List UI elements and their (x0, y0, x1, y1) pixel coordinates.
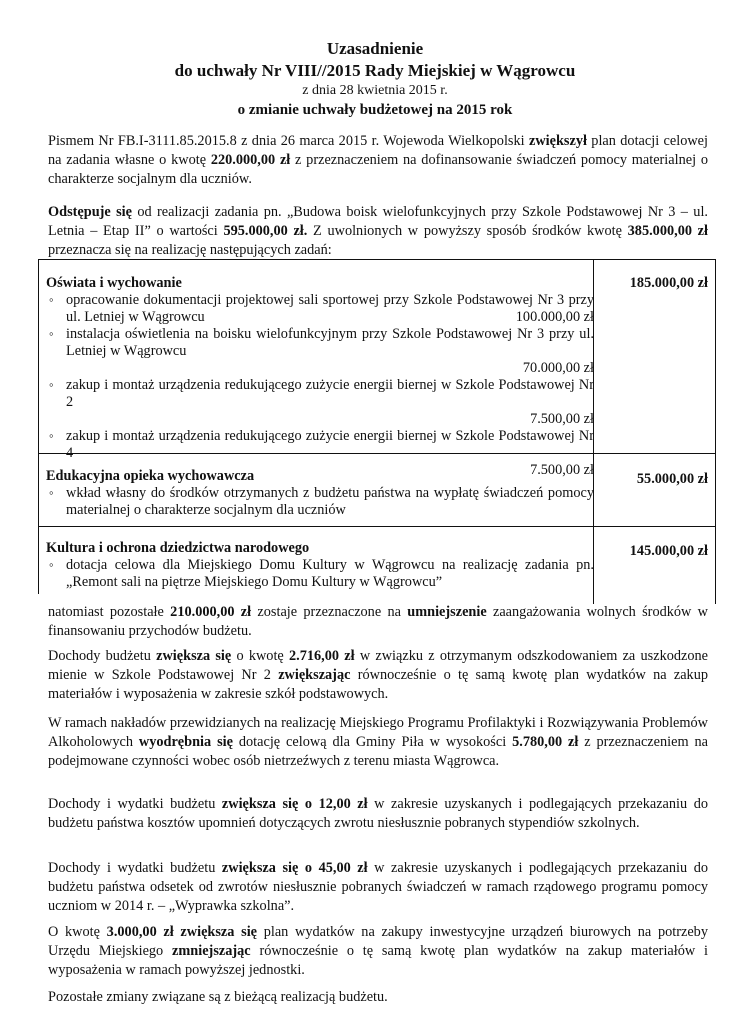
section-title: Oświata i wychowanie (46, 275, 182, 291)
paragraph-remaining-funds: natomiast pozostałe 210.000,00 zł zostaje przeznaczone na umniejszenie zaangażowania wolnych środków w finansowaniu przychodów budżetu. (48, 604, 708, 639)
document-title: Uzasadnienie (326, 39, 424, 58)
paragraph-subsidy-increase: Pismem Nr FB.I-3111.85.2015.8 z dnia 26 marca 2015 r. Wojewoda Wielkopolski zwiększył plan dotacji celowej na zadania własne o kwotę 220.000,00 zł z przeznaczeniem na dofinansowanie świadczeń pomocy materialnej o charakterze socjalnym dla uczniów. (48, 133, 708, 187)
list-item: ◦ instalacja oświetlenia na boisku wielofunkcyjnym przy Szkole Podstawowej Nr 3 przy ul. Letniej w Wągrowcu 70.000,00 zł (46, 326, 594, 377)
resolution-date: z dnia 28 kwietnia 2015 r. (302, 83, 448, 98)
paragraph-reminder-costs: Dochody i wydatki budżetu zwiększa się o 12,00 zł w zakresie uzyskanych i podlegających przekazaniu do budżetu państwa kosztów upomnień dotyczących zwrotu niesłusznie pobranych stypendiów szkolnych. (48, 796, 709, 831)
paragraph-other-changes: Pozostałe zmiany związane są z bieżącą realizacją budżetu. (48, 989, 388, 1005)
table-section-culture (46, 540, 594, 591)
paragraph-office-equipment: O kwotę 3.000,00 zł zwiększa się plan wydatków na zakupy inwestycyjne urządzeń biurowych na potrzeby Urzędu Miejskiego zmniejszając równocześnie o tę samą kwotę plan wydatków na zakup materiałów i wyposażenia w ramach powyższej jednostki. (48, 924, 708, 978)
paragraph-compensation: Dochody budżetu zwiększa się o kwotę 2.716,00 zł w związku z otrzymanym odszkodowaniem za uszkodzone mienie w Szkole Podstawowej Nr 2 zwiększając równocześnie o tę samą kwotę plan wydatków na zakup materiałów i wyposażenia w zakresie szkół podstawowych. (48, 648, 708, 702)
item-amount: 70.000,00 zł (522, 360, 594, 376)
list-item: ◦ zakup i montaż urządzenia redukującego zużycie energii biernej w Szkole Podstawowej Nr 4 7.500,00 zł (46, 428, 594, 479)
table-section-education (46, 275, 594, 479)
item-amount: 100.000,00 zł (515, 309, 594, 325)
list-item: ◦ dotacja celowa dla Miejskiego Domu Kultury w Wągrowcu na realizację zadania pn. „Remont sali na piętrze Miejskiego Domu Kultury w Wągrowcu” (46, 557, 594, 591)
table-section-educational-care (46, 468, 594, 519)
section-amount: 55.000,00 zł (636, 471, 708, 487)
resolution-topic: o zmianie uchwały budżetowej na 2015 rok (237, 102, 513, 118)
section-title: Kultura i ochrona dziedzictwa narodowego (46, 540, 310, 556)
paragraph-task-withdrawal: Odstępuje się od realizacji zadania pn. „Budowa boisk wielofunkcyjnych przy Szkole Podstawowej Nr 3 – ul. Letnia – Etap II” o wartości 595.000,00 zł. Z uwolnionych w powyższy sposób środków kwotę 385.000,00 zł przeznacza się na realizację następujących zadań: (48, 204, 708, 258)
list-item: ◦ zakup i montaż urządzenia redukującego zużycie energii biernej w Szkole Podstawowej Nr 2 7.500,00 zł (46, 377, 594, 428)
list-item: ◦ wkład własny do środków otrzymanych z budżetu państwa na wypłatę świadczeń pomocy materialnej o charakterze socjalnym dla uczniów (46, 485, 594, 519)
paragraph-alcohol-program: W ramach nakładów przewidzianych na realizację Miejskiego Programu Profilaktyki i Rozwiązywania Problemów Alkoholowych wyodrębnia się dotację celową dla Gminy Piła w wysokości 5.780,00 zł z przeznaczeniem na podejmowane czynności wobec osób nietrzeźwych z terenu miasta Wągrowca. (48, 715, 708, 769)
section-amount: 145.000,00 zł (629, 543, 708, 559)
paragraph-interest: Dochody i wydatki budżetu zwiększa się o 45,00 zł w zakresie uzyskanych i podlegających przekazaniu do budżetu państwa odsetek od zwrotów niesłusznie pobranych świadczeń w ramach rządowego programu pomocy uczniom w 2014 r. – „Wyprawka szkolna”. (48, 860, 709, 914)
document-header (0, 38, 750, 120)
allocation-table (38, 259, 716, 604)
list-item: ◦ opracowanie dokumentacji projektowej sali sportowej przy Szkole Podstawowej Nr 3 przy ul. Letniej w Wągrowcu 100.000,00 zł (46, 292, 594, 326)
item-amount: 7.500,00 zł (530, 462, 594, 478)
section-amount: 185.000,00 zł (629, 275, 708, 291)
item-amount: 7.500,00 zł (530, 411, 594, 427)
resolution-reference: do uchwały Nr VIII//2015 Rady Miejskiej w Wągrowcu (174, 61, 576, 80)
section-title: Edukacyjna opieka wychowawcza (46, 468, 255, 484)
